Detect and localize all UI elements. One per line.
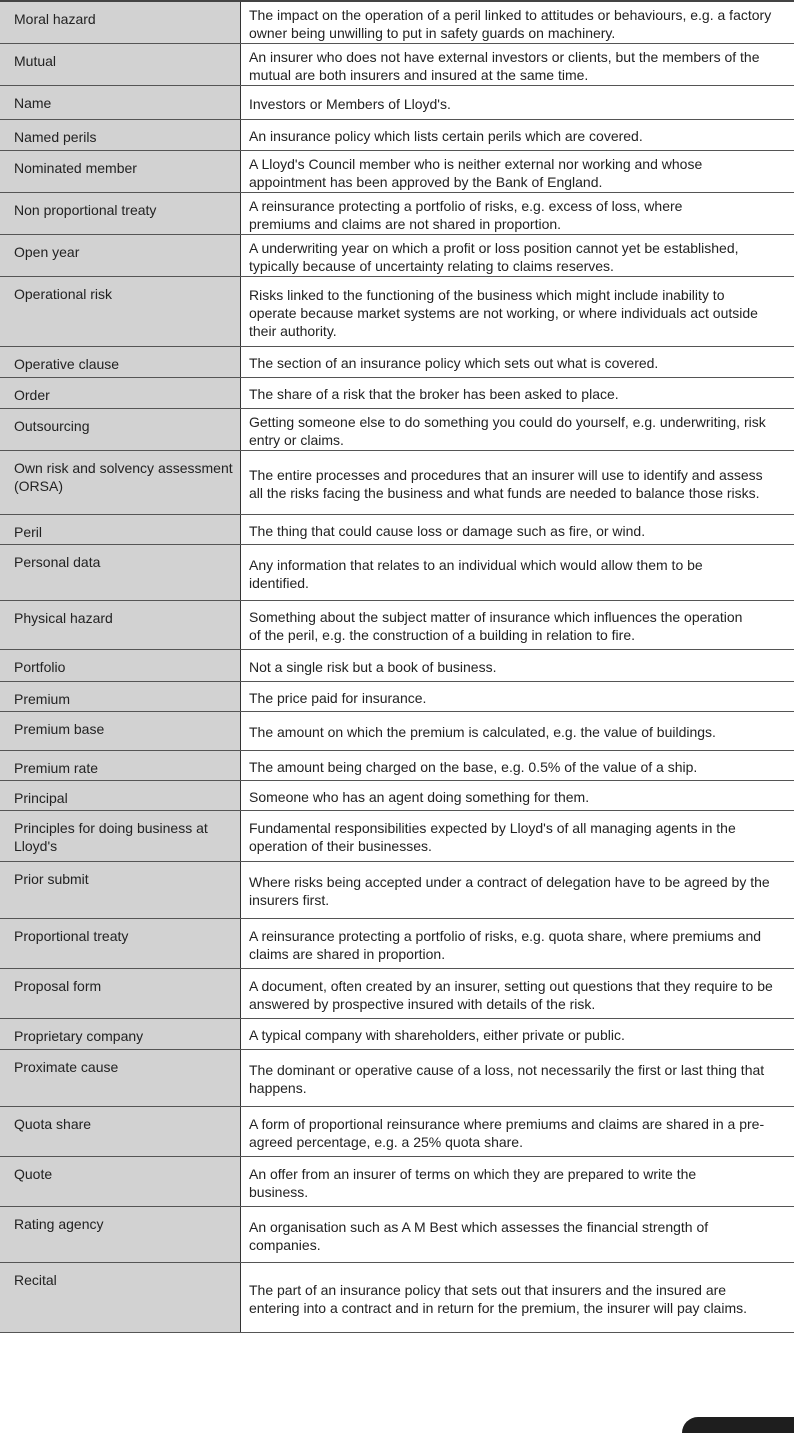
glossary-definition: An insurer who does not have external investors or clients, but the members of the mutual are both insurers and insured at the same time.: [249, 48, 760, 83]
glossary-term: Operative clause: [0, 347, 241, 377]
glossary-term: Peril: [0, 515, 241, 544]
glossary-definition: A reinsurance protecting a portfolio of risks, e.g. quota share, where premiums and claims are shared in proportion.: [249, 927, 762, 962]
table-row: [0, 862, 794, 919]
table-row: [0, 120, 794, 151]
table-row: [0, 811, 794, 862]
glossary-term: Mutual: [0, 44, 241, 85]
table-row: [0, 682, 794, 712]
glossary-definition: Someone who has an agent doing something for them.: [249, 788, 590, 805]
glossary-term: Order: [0, 378, 241, 408]
glossary-definition: The amount on which the premium is calculated, e.g. the value of buildings.: [249, 724, 716, 740]
table-row: [0, 44, 794, 86]
glossary-definition: Any information that relates to an individual which would allow them to be identified.: [249, 556, 703, 591]
glossary-definition: Something about the subject matter of insurance which influences the operation of the peril, e.g. the construction of a building in relation to fire.: [249, 609, 743, 643]
glossary-definition: A typical company with shareholders, either private or public.: [249, 1027, 625, 1043]
glossary-definition: Fundamental responsibilities expected by Lloyd's of all managing agents in the operation of their businesses.: [249, 820, 736, 854]
glossary-definition: Risks linked to the functioning of the business which might include inability to operate because market systems are not working, or where individuals act outside their authority.: [249, 286, 758, 339]
glossary-definition: A underwriting year on which a profit or loss position cannot yet be established, typically because of uncertainty relating to claims reserves.: [249, 239, 739, 274]
table-row: [0, 781, 794, 811]
glossary-term: Open year: [0, 235, 241, 276]
glossary-definition: The dominant or operative cause of a loss, not necessarily the first or last thing that happens.: [249, 1062, 765, 1096]
glossary-definition: Where risks being accepted under a contract of delegation have to be agreed by the insurers first.: [249, 874, 770, 908]
table-row: [0, 545, 794, 601]
table-row: [0, 151, 794, 193]
glossary-term: Proximate cause: [0, 1050, 241, 1106]
table-row: [0, 451, 794, 515]
table-row: [0, 1107, 794, 1157]
glossary-term: Operational risk: [0, 277, 241, 346]
table-row: [0, 650, 794, 682]
glossary-term: Principles for doing business at Lloyd's: [0, 811, 241, 861]
glossary-term: Premium base: [0, 712, 241, 750]
glossary-term: Named perils: [0, 120, 241, 150]
glossary-definition: The share of a risk that the broker has been asked to place.: [249, 386, 619, 402]
table-row: [0, 193, 794, 235]
glossary-term: Physical hazard: [0, 601, 241, 649]
glossary-term: Quota share: [0, 1107, 241, 1156]
glossary-definition: The impact on the operation of a peril linked to attitudes or behaviours, e.g. a factory owner being unwilling to put in safety guards on machinery.: [249, 6, 772, 41]
table-row: [0, 277, 794, 347]
overlay-badge: [682, 1417, 794, 1433]
glossary-term: Proposal form: [0, 969, 241, 1018]
glossary-term: Prior submit: [0, 862, 241, 918]
glossary-definition: The price paid for insurance.: [249, 689, 427, 706]
glossary-definition: An insurance policy which lists certain perils which are covered.: [249, 128, 643, 144]
glossary-definition: A form of proportional reinsurance where premiums and claims are shared in a pre-agreed percentage, e.g. a 25% quota share.: [249, 1115, 765, 1150]
glossary-definition: An organisation such as A M Best which assesses the financial strength of companies.: [249, 1218, 709, 1253]
table-row: [0, 1050, 794, 1107]
glossary-definition: The amount being charged on the base, e.g. 0.5% of the value of a ship.: [249, 758, 698, 775]
glossary-definition: A reinsurance protecting a portfolio of risks, e.g. excess of loss, where premiums and claims are not shared in proportion.: [249, 197, 683, 232]
table-row: [0, 235, 794, 277]
table-row: [0, 347, 794, 378]
table-row: [0, 86, 794, 120]
table-row: [0, 712, 794, 751]
glossary-term: Premium rate: [0, 751, 241, 780]
glossary-definition: The thing that could cause loss or damage such as fire, or wind.: [249, 522, 646, 539]
glossary-term: Name: [0, 86, 241, 119]
table-row: [0, 2, 794, 44]
glossary-term: Premium: [0, 682, 241, 711]
glossary-definition: A Lloyd's Council member who is neither external nor working and whose appointment has been approved by the Bank of England.: [249, 155, 703, 190]
glossary-term: Proprietary company: [0, 1019, 241, 1049]
glossary-definition: Getting someone else to do something you could do yourself, e.g. underwriting, risk entry or claims.: [249, 413, 766, 448]
glossary-term: Moral hazard: [0, 2, 241, 43]
table-row: [0, 1157, 794, 1207]
glossary-definition: A document, often created by an insurer, setting out questions that they require to be answered by prospective insured with details of the risk.: [249, 977, 773, 1012]
glossary-definition: An offer from an insurer of terms on which they are prepared to write the business.: [249, 1165, 697, 1200]
table-row: [0, 969, 794, 1019]
table-row: [0, 1263, 794, 1333]
table-row: [0, 1019, 794, 1050]
glossary-definition: The section of an insurance policy which sets out what is covered.: [249, 355, 659, 371]
glossary-definition: The part of an insurance policy that sets out that insurers and the insured are entering into a contract and in return for the premium, the insurer will pay claims.: [249, 1281, 748, 1316]
glossary-term: Proportional treaty: [0, 919, 241, 968]
glossary-term: Quote: [0, 1157, 241, 1206]
table-row: [0, 409, 794, 451]
table-row: [0, 601, 794, 650]
glossary-term: Outsourcing: [0, 409, 241, 450]
glossary-term: Recital: [0, 1263, 241, 1332]
glossary-term: Personal data: [0, 545, 241, 600]
glossary-term: Own risk and solvency assessment (ORSA): [0, 451, 241, 514]
table-row: [0, 378, 794, 409]
table-row: [0, 515, 794, 545]
table-row: [0, 1207, 794, 1263]
table-row: [0, 919, 794, 969]
glossary-definition: The entire processes and procedures that an insurer will use to identify and assess all the risks facing the business and what funds are needed to balance those risks.: [249, 466, 763, 501]
glossary-definition: Investors or Members of Lloyd's.: [249, 95, 451, 112]
glossary-definition: Not a single risk but a book of business.: [249, 658, 497, 675]
glossary-term: Nominated member: [0, 151, 241, 192]
glossary-term: Portfolio: [0, 650, 241, 681]
glossary-term: Rating agency: [0, 1207, 241, 1262]
glossary-term: Principal: [0, 781, 241, 810]
table-row: [0, 751, 794, 781]
glossary-term: Non proportional treaty: [0, 193, 241, 234]
